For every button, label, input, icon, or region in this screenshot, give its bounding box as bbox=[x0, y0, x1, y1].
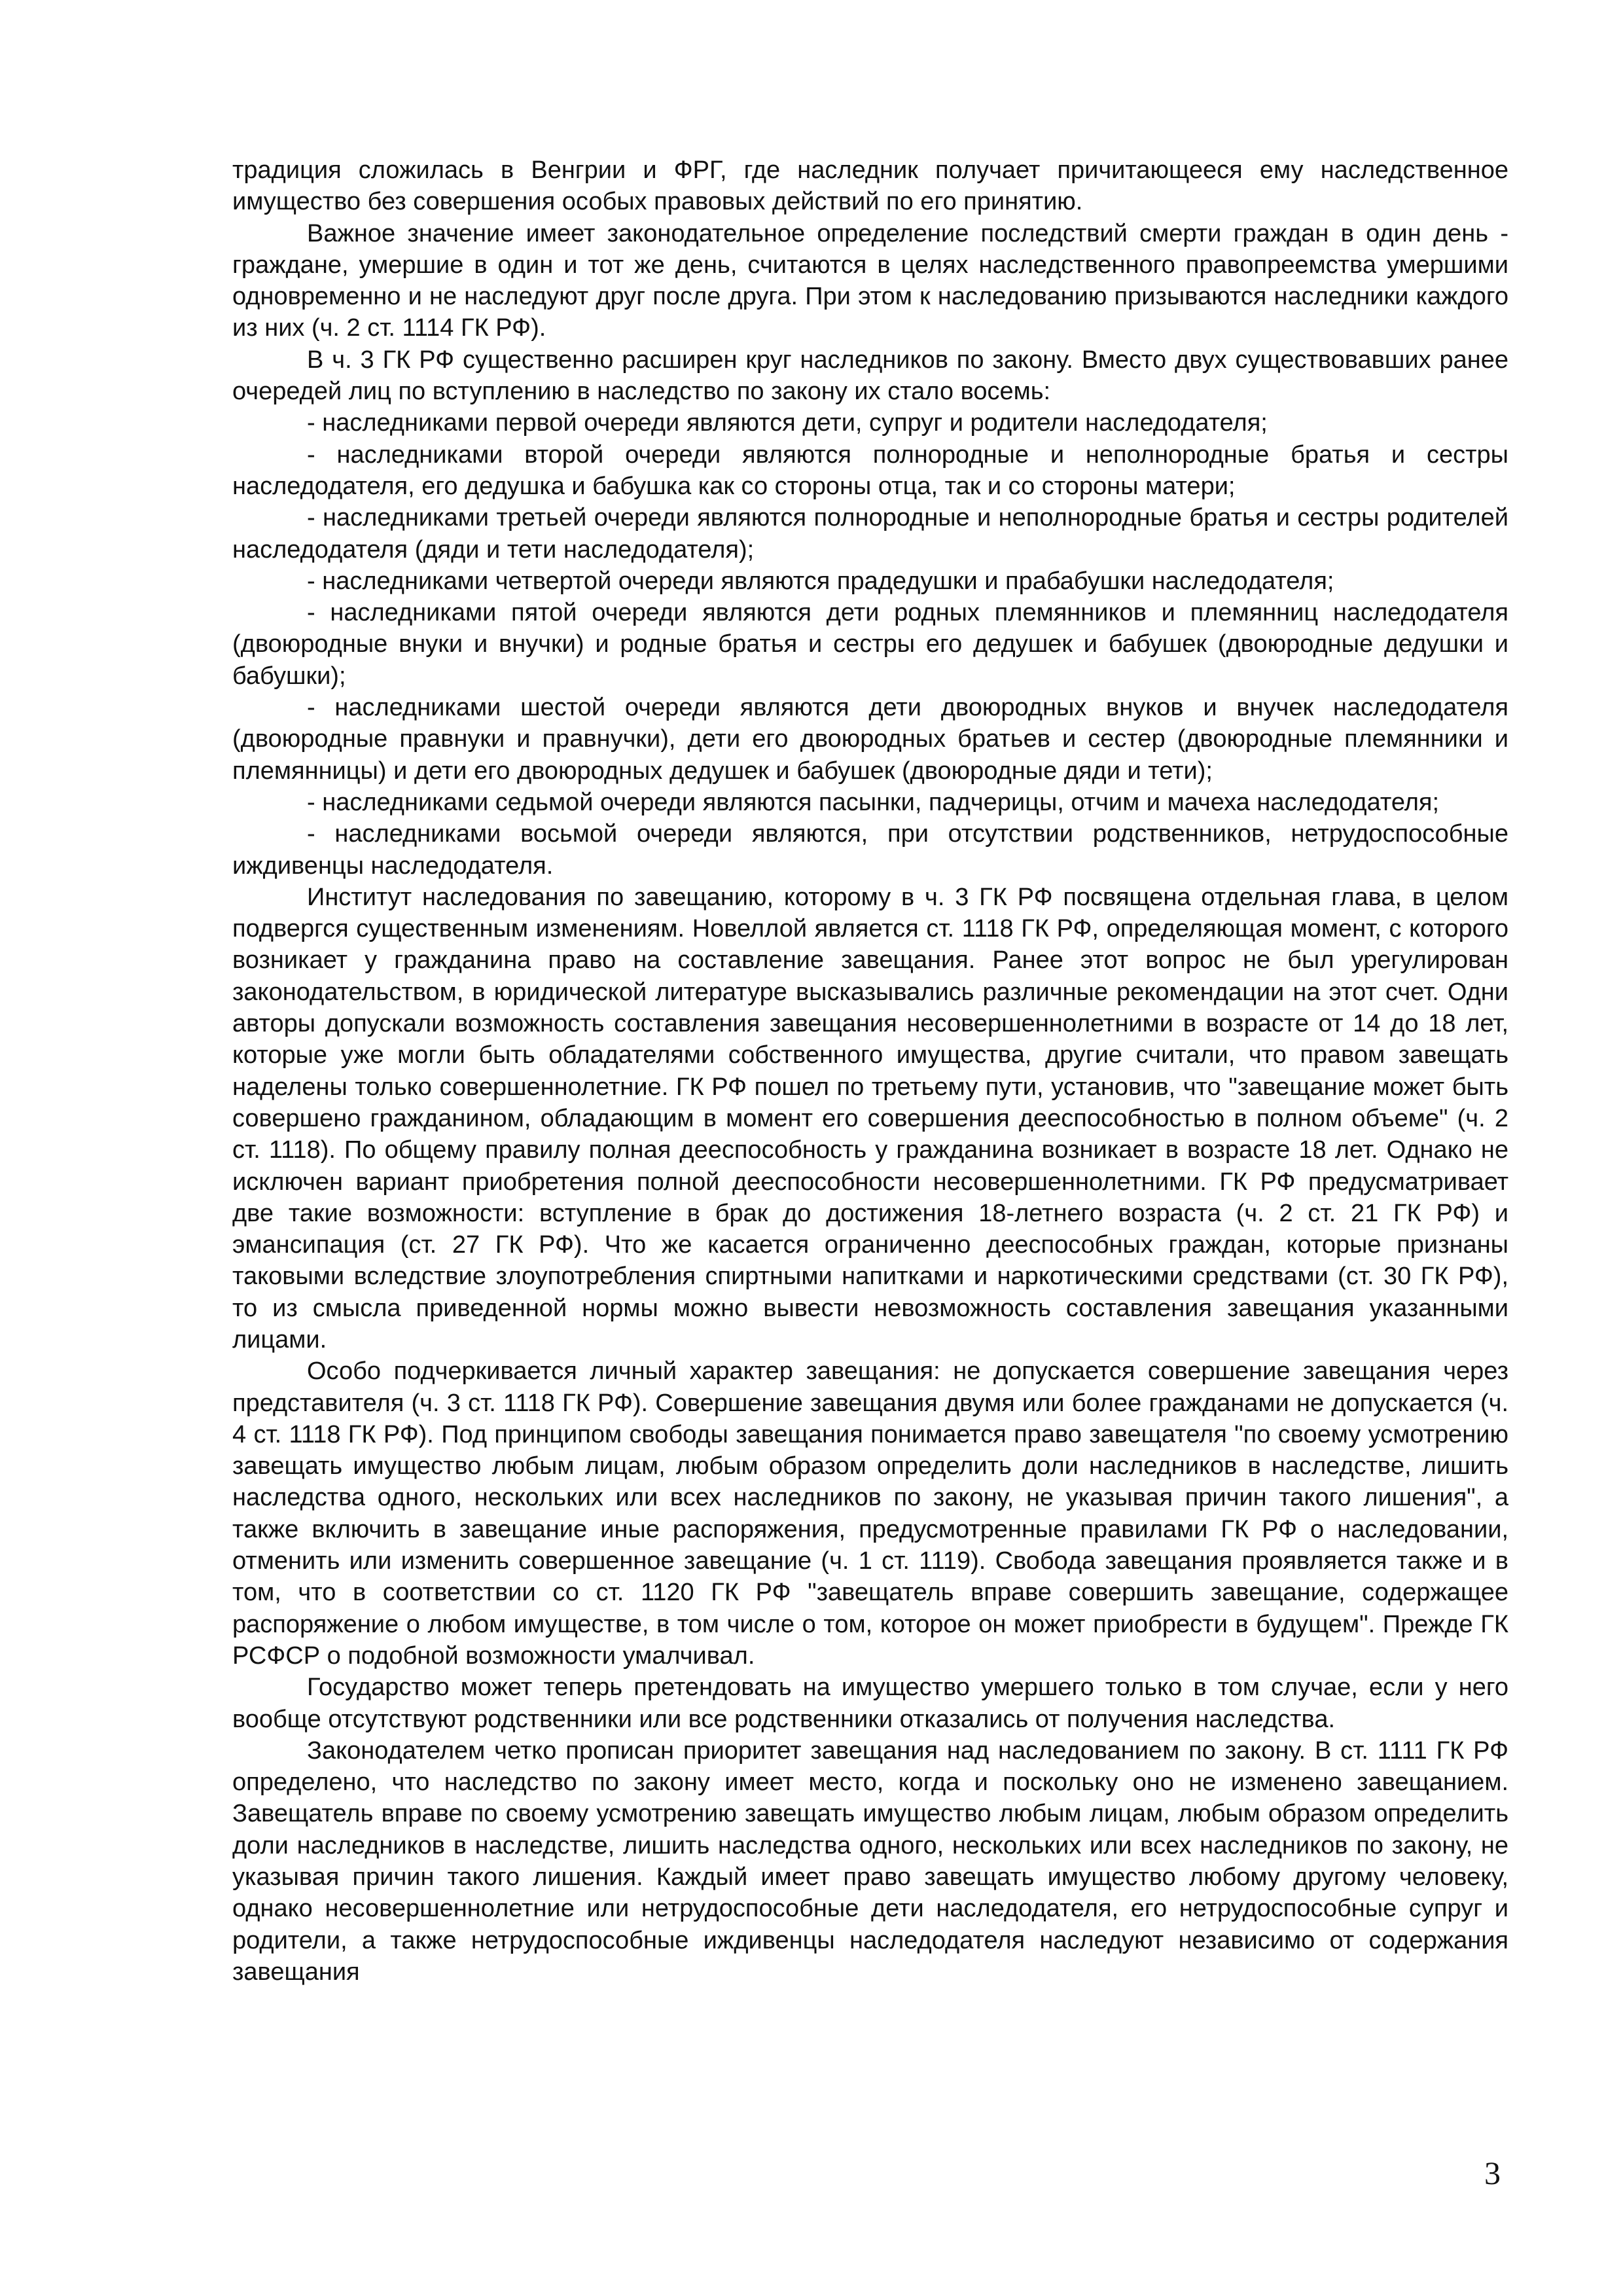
paragraph-testament-priority: Законодателем четко прописан приоритет завещания над наследованием по закону. В ст. 1111 ГК РФ определено, что наследство по закону имеет место, когда и поскольку оно не изменено завещанием. Завещатель вправе по своему усмотрению завещать имущество любым лицам, любым образом определить доли наследников в наследстве, лишить наследства одного, нескольких или всех наследников по закону, не указывая причин такого лишения. Каждый имеет право завещать имущество любому другому человеку, однако несовершеннолетние или нетрудоспособные дети наследодателя, его нетрудоспособные супруг и родители, а также нетрудоспособные иждивенцы наследодателя наследуют независимо от содержания завещания bbox=[232, 1736, 1508, 1986]
paragraph-2: Важное значение имеет законодательное определение последствий смерти граждан в один день - граждане, умершие в один и тот же день, считаются в целях наследственного правопреемства умершими одновременно и не наследуют друг после друга. При этом к наследованию призываются наследники каждого из них (ч. 2 ст. 1114 ГК РФ). bbox=[232, 219, 1508, 342]
paragraph-testament-institute: Институт наследования по завещанию, которому в ч. 3 ГК РФ посвящена отдельная глава, в целом подвергся существенным изменениям. Новеллой является ст. 1118 ГК РФ, определяющая момент, с которого возникает у гражданина право на составление завещания. Ранее этот вопрос не был урегулирован законодательством, в юридической литературе высказывались различные рекомендации на этот счет. Одни авторы допускали возможность составления завещания несовершеннолетними в возрасте от 14 до 18 лет, которые уже могли быть обладателями собственного имущества, другие считали, что правом завещать наделены только совершеннолетние. ГК РФ пошел по третьему пути, установив, что "завещание может быть совершено гражданином, обладающим в момент его совершения дееспособностью в полном объеме" (ч. 2 ст. 1118). По общему правилу полная дееспособность у гражданина возникает в возрасте 18 лет. Однако не исключен вариант приобретения полной дееспособности несовершеннолетними. ГК РФ предусматривает две такие возможности: вступление в брак до достижения 18-летнего возраста (ч. 2 ст. 21 ГК РФ) и эмансипация (ст. 27 ГК РФ). Что же касается ограниченно дееспособных граждан, которые признаны таковыми вследствие злоупотребления спиртными напитками и наркотическими средствами (ст. 30 ГК РФ), то из смысла приведенной нормы можно вывести невозможность составления завещания указанными лицами. bbox=[232, 883, 1508, 1354]
paragraph-state-claim: Государство может теперь претендовать на имущество умершего только в том случае, если у него вообще отсутствуют родственники или все родственники отказались от получения наследства. bbox=[232, 1674, 1508, 1733]
paragraph-personal-character: Особо подчеркивается личный характер завещания: не допускается совершение завещания через представителя (ч. 3 ст. 1118 ГК РФ). Совершение завещания двумя или более гражданами не допускается (ч. 4 ст. 1118 ГК РФ). Под принципом свободы завещания понимается право завещателя "по своему усмотрению завещать имущество любым лицам, любым образом определить доли наследников в наследстве, лишить наследства одного, нескольких или всех наследников по закону, не указывая причин такого лишения", а также включить в завещание иные распоряжения, предусмотренные правилами ГК РФ о наследовании, отменить или изменить совершенное завещание (ч. 1 ст. 1119). Свобода завещания проявляется также и в том, что в соответствии со ст. 1120 ГК РФ "завещатель вправе совершить завещание, содержащее распоряжение о любом имуществе, в том числе о том, которое он может приобрести в будущем". Прежде ГК РСФСР о подобной возможности умалчивал. bbox=[232, 1357, 1508, 1670]
list-item-heirs-3: - наследниками третьей очереди являются полнородные и неполнородные братья и сестры родителей наследодателя (дяди и тети наследодателя); bbox=[232, 504, 1508, 564]
list-item-heirs-8: - наследниками восьмой очереди являются, при отсутствии родственников, нетрудоспособные иждивенцы наследодателя. bbox=[232, 820, 1508, 880]
list-item-heirs-5: - наследниками пятой очереди являются дети родных племянников и племянниц наследодателя (двоюродные внуки и внучки) и родные братья и сестры его дедушек и бабушек (двоюродные дедушки и бабушки); bbox=[232, 599, 1508, 690]
document-body bbox=[232, 154, 1508, 1988]
paragraph-3: В ч. 3 ГК РФ существенно расширен круг наследников по закону. Вместо двух существовавших ранее очередей лиц по вступлению в наследство по закону их стало восемь: bbox=[232, 346, 1508, 406]
list-item-heirs-4: - наследниками четвертой очереди являются прадедушки и прабабушки наследодателя; bbox=[307, 567, 1334, 595]
list-item-heirs-7: - наследниками седьмой очереди являются пасынки, падчерицы, отчим и мачеха наследодателя; bbox=[307, 788, 1440, 816]
list-item-heirs-1: - наследниками первой очереди являются дети, супруг и родители наследодателя; bbox=[307, 409, 1268, 437]
list-item-heirs-6: - наследниками шестой очереди являются дети двоюродных внуков и внучек наследодателя (двоюродные правнуки и правнучки), дети его двоюродных братьев и сестер (двоюродные племянники и племянницы) и дети его двоюродных дедушек и бабушек (двоюродные дяди и тети); bbox=[232, 694, 1508, 785]
paragraph-1: традиция сложилась в Венгрии и ФРГ, где наследник получает причитающееся ему наследственное имущество без совершения особых правовых действий по его принятию. bbox=[232, 156, 1508, 216]
list-item-heirs-2: - наследниками второй очереди являются полнородные и неполнородные братья и сестры наследодателя, его дедушка и бабушка как со стороны отца, так и со стороны матери; bbox=[232, 440, 1508, 500]
page-number: 3 bbox=[1484, 2155, 1501, 2191]
